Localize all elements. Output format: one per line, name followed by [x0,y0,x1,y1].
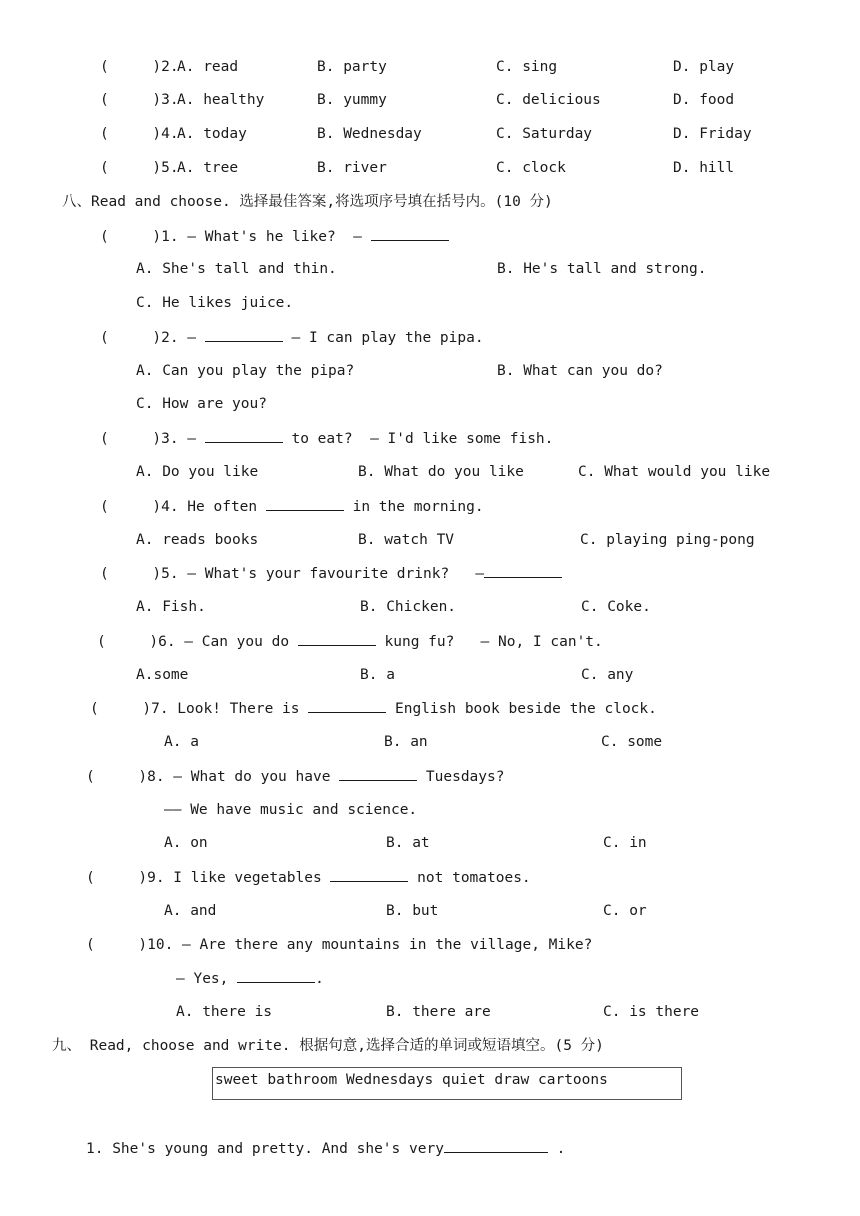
q7-option-b: B. an [384,734,428,750]
option-a: A. today [177,126,247,142]
q3-option-b: B. What do you like [358,464,524,480]
option-d: D. hill [673,160,735,176]
option-c: C. clock [496,160,566,176]
option-c: C. delicious [496,92,601,108]
word-bank-text: sweet bathroom Wednesdays quiet draw cartoons [215,1072,608,1088]
question-stem-pre: ( )6. — Can you do [97,634,298,650]
question-stem-post: — I can play the pipa. [282,330,484,346]
q2-option-a: A. Can you play the pipa? [136,363,355,379]
question-stem-pre: ( )2. — [100,330,205,346]
option-d: D. Friday [673,126,752,142]
answer-blank[interactable] [444,1138,548,1153]
question-8 [86,766,504,787]
answer-blank[interactable] [266,496,344,511]
q8-option-a: A. on [164,835,208,851]
q7-option-c: C. some [601,734,663,750]
answer-blank[interactable] [330,867,408,882]
q8-answer-line: —— We have music and science. [164,802,418,818]
answer-paren[interactable]: ( )4. [100,126,179,142]
q2-option-b: B. What can you do? [497,363,663,379]
question-5 [100,563,562,584]
question-stem-post: English book beside the clock. [386,701,657,717]
question-7 [90,698,657,719]
answer-blank[interactable] [298,631,376,646]
q5-option-b: B. Chicken. [360,599,457,615]
question-1 [100,226,449,247]
answer-paren[interactable]: ( )2. [100,59,179,75]
q10-answer-line [176,968,324,989]
q8-option-b: B. at [386,835,430,851]
question-4 [100,496,484,517]
question-stem-pre: ( )7. Look! There is [90,701,309,717]
q5-option-c: C. Coke. [581,599,651,615]
q3-option-c: C. What would you like [578,464,771,480]
question-stem-pre: ( )4. He often [100,499,266,515]
question-stem-post: . [547,1141,566,1157]
question-3 [100,428,553,449]
option-d: D. play [673,59,735,75]
q10-option-c: C. is there [603,1004,700,1020]
question-stem-post: kung fu? — No, I can't. [375,634,603,650]
q7-option-a: A. a [164,734,199,750]
option-b: B. river [317,160,387,176]
q10-answer-post: . [315,971,324,987]
answer-blank[interactable] [205,428,283,443]
question-stem-post: not tomatoes. [408,870,531,886]
option-c: C. Saturday [496,126,593,142]
option-a: A. healthy [177,92,265,108]
q9-option-b: B. but [386,903,439,919]
answer-blank[interactable] [484,563,562,578]
q6-option-b: B. a [360,667,395,683]
q2-option-c: C. How are you? [136,396,267,412]
answer-blank[interactable] [205,327,283,342]
question-stem-pre: ( )9. I like vegetables [86,870,331,886]
question-stem-post: to eat? — I'd like some fish. [282,431,554,447]
question-stem-pre: ( )8. — What do you have [86,769,340,785]
option-a: A. read [177,59,239,75]
q1-option-b: B. He's tall and strong. [497,261,707,277]
question-stem-pre: 1. She's young and pretty. And she's very [86,1141,444,1157]
option-d: D. food [673,92,735,108]
question-9 [86,867,531,888]
option-a: A. tree [177,160,239,176]
question-stem: ( )5. — What's your favourite drink? — [100,566,485,582]
q9-option-c: C. or [603,903,647,919]
q10-option-a: A. there is [176,1004,273,1020]
section9-question-1 [86,1138,565,1159]
q1-option-c: C. He likes juice. [136,295,294,311]
q3-option-a: A. Do you like [136,464,259,480]
question-stem-pre: ( )3. — [100,431,205,447]
q5-option-a: A. Fish. [136,599,206,615]
question-2 [100,327,484,348]
question-stem-post: in the morning. [343,499,484,515]
option-b: B. Wednesday [317,126,422,142]
answer-blank[interactable] [339,766,417,781]
option-b: B. yummy [317,92,387,108]
q4-option-c: C. playing ping-pong [580,532,755,548]
section8-heading: 八、Read and choose. 选择最佳答案,将选项序号填在括号内。(10 分) [62,194,553,210]
question-stem: ( )1. — What's he like? — [100,229,371,245]
q9-option-a: A. and [164,903,217,919]
q4-option-b: B. watch TV [358,532,455,548]
question-10: ( )10. — Are there any mountains in the village, Mike? [86,937,593,953]
question-stem-post: Tuesdays? [417,769,505,785]
q10-option-b: B. there are [386,1004,491,1020]
q6-option-a: A.some [136,667,189,683]
q8-option-c: C. in [603,835,647,851]
answer-blank[interactable] [308,698,386,713]
option-c: C. sing [496,59,558,75]
q1-option-a: A. She's tall and thin. [136,261,337,277]
word-bank-box [212,1067,682,1100]
answer-blank[interactable] [237,968,315,983]
option-b: B. party [317,59,387,75]
answer-paren[interactable]: ( )5. [100,160,179,176]
answer-blank[interactable] [371,226,449,241]
section9-heading: 九、 Read, choose and write. 根据句意,选择合适的单词或短语填空。(5 分) [52,1038,604,1054]
question-6 [97,631,603,652]
answer-paren[interactable]: ( )3. [100,92,179,108]
q4-option-a: A. reads books [136,532,259,548]
q10-answer-pre: — Yes, [176,971,238,987]
q6-option-c: C. any [581,667,634,683]
